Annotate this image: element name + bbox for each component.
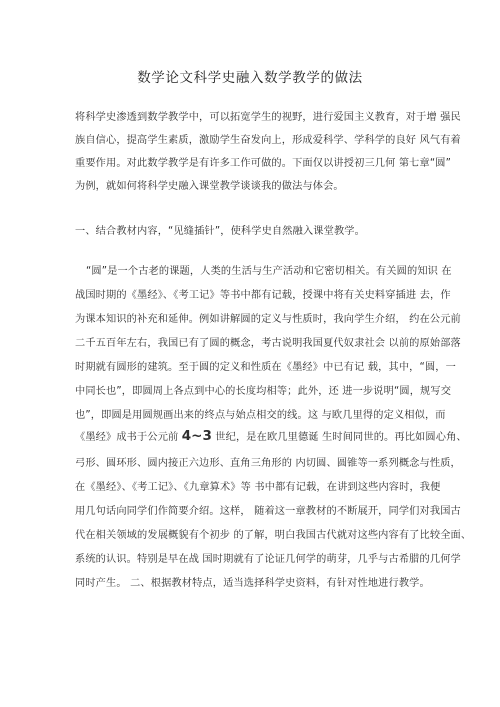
century-number: 4~3 [181, 428, 212, 444]
section-heading: 一、结合教材内容，“见缝插针”，使科学史自然融入课堂教学。 [75, 226, 365, 237]
paragraph-line: 族自信心，提高学生素质，激励学生奋发向上，形成爱科学、学科学的良好 风气有着 [75, 135, 461, 146]
line-text: 世纪，是在欧几里德诞 生时间同世的。再比如圆心角、 [211, 432, 467, 443]
paragraph-line: 用几句话向同学们作简要介绍。这样， 随着这一章教材的不断展开，同学们对我国古 [75, 506, 461, 517]
paragraph-line: 代在相关领域的发展概貌有个初步 的了解，明白我国古代就对这些内容有了比较全面、 [75, 530, 472, 541]
line-text: 《墨经》成书于公元前 [75, 432, 182, 443]
paragraph-line: 弓形、圆环形、圆内接正六边形、直角三角形的 内切圆、圆锥等一系列概念与性质， [75, 458, 461, 469]
paragraph-line: 战国时期的《墨经》、《考工记》等书中都有记载，授课中将有关史料穿插进 去，作 [75, 290, 451, 301]
paragraph-line: 二千五百年左右，我国已有了圆的概念，考古说明我国夏代奴隶社会 以前的原始部落 [75, 338, 461, 349]
paragraph-line: 也”，即圆是用圆规画出来的终点与始点相交的线。这 与欧几里得的定义相似，而 [75, 410, 446, 421]
document-title: 数学论文科学史融入数学教学的做法 [137, 70, 363, 86]
paragraph-line: 为例，就如何将科学史融入课堂教学谈谈我的做法与体会。 [75, 181, 344, 192]
paragraph-line: 系统的认识。特别是早在战 国时期就有了论证几何学的萌芽，几乎与古希腊的几何学 [75, 554, 461, 565]
paragraph-line: 中同长也”，即圆周上各点到中心的长度均相等；此外，还 进一步说明“圆，规写交 [75, 386, 452, 397]
paragraph-line: 为课本知识的补充和延伸。例如讲解圆的定义与性质时，我向学生介绍， 约在公元前 [75, 314, 461, 325]
paragraph-line: 时期就有圆形的建筑。至于圆的定义和性质在《墨经》中已有记 载，其中，“圆，一 [75, 362, 456, 373]
paragraph-line: 重要作用。对此数学教学是有许多工作可做的。下面仅以讲授初三几何 第七章“圆” [75, 158, 452, 169]
paragraph-line: 将科学史渗透到数学教学中，可以拓宽学生的视野，进行爱国主义教育，对于增 强民 [75, 112, 461, 123]
paragraph-line [75, 428, 467, 444]
paragraph-line: 同时产生。 二、根据教材特点，适当选择科学史资料，有针对性地进行教学。 [75, 578, 430, 589]
paragraph-line: 在《墨经》、《考工记》、《九章算术》等 书中都有记载，在讲到这些内容时，我便 [75, 482, 441, 493]
paragraph-line: “圆”是一个古老的课题，人类的生活与生产活动和它密切相关。有关圆的知识 在 [86, 266, 452, 277]
